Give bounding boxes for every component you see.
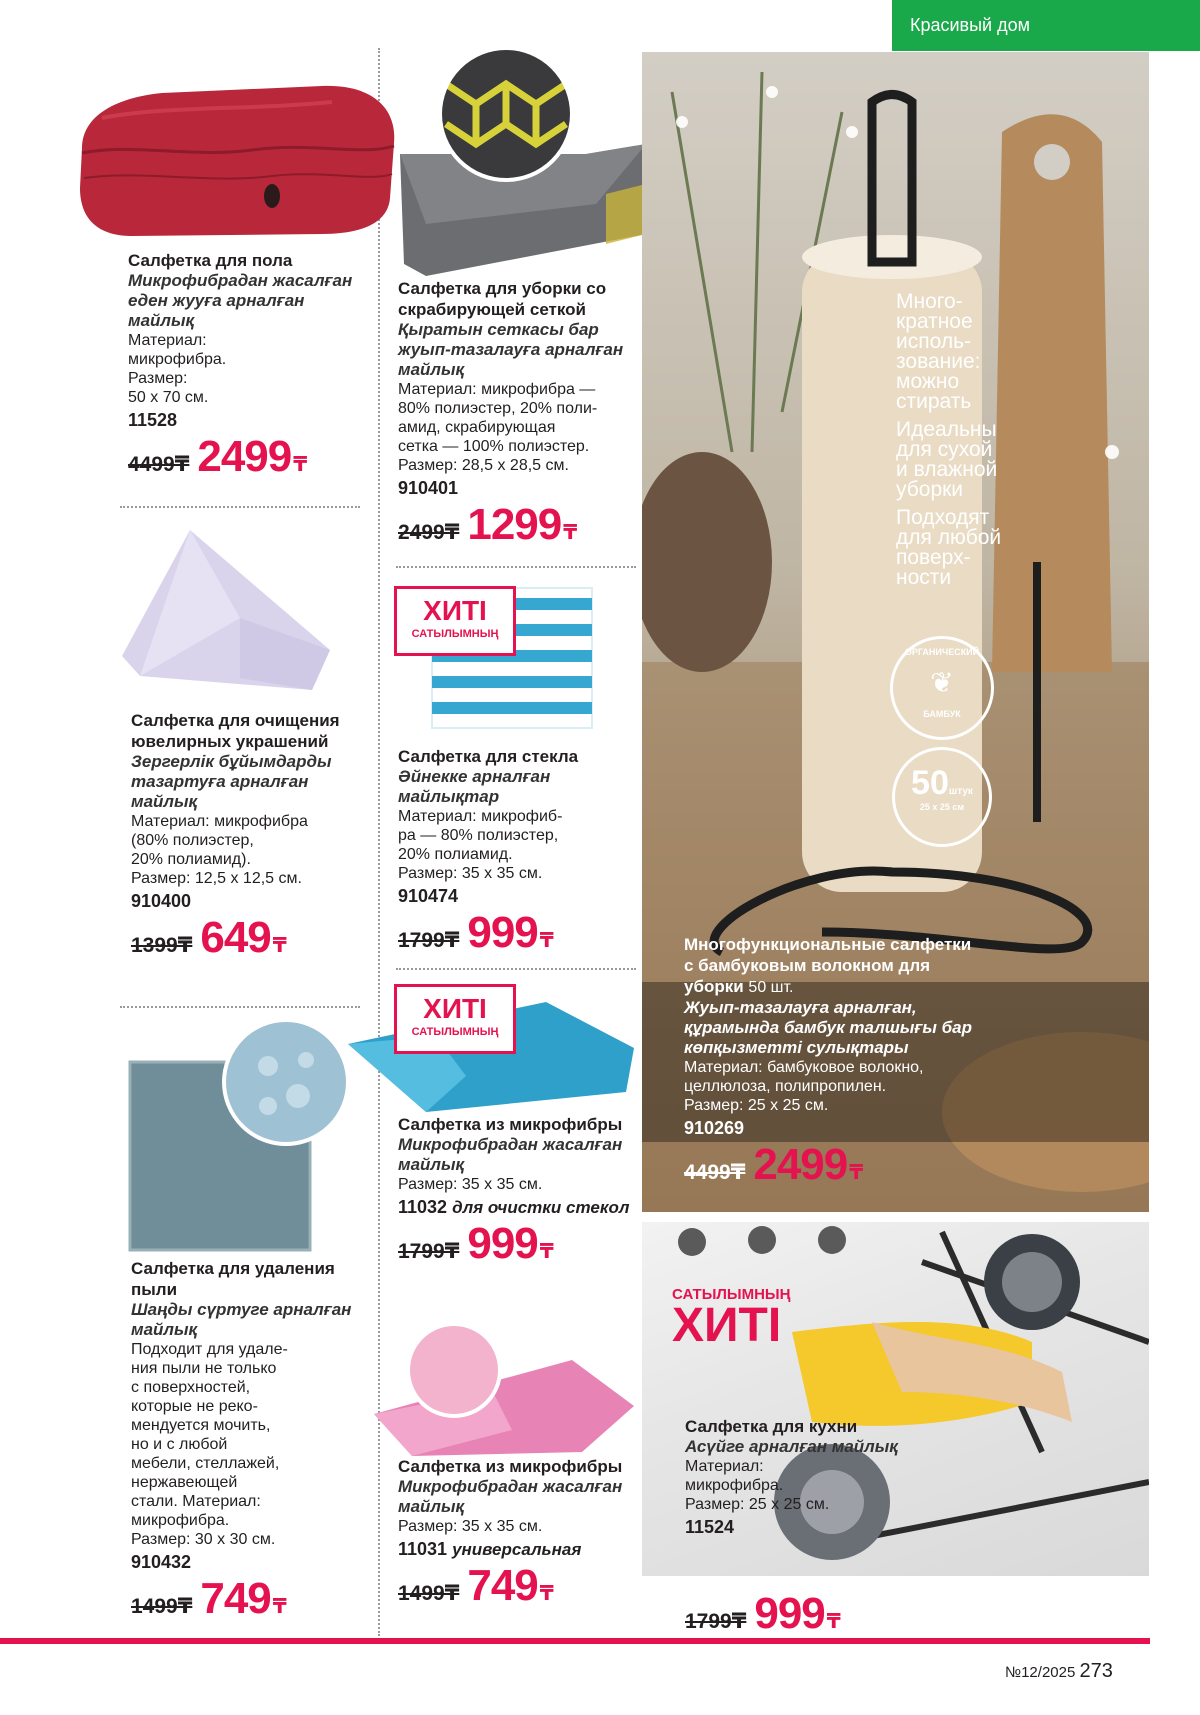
new-price: 999: [467, 908, 538, 957]
old-price: 1799₸: [685, 1610, 747, 1633]
currency-sign: ₸: [826, 1611, 841, 1633]
count-size: 25 х 25 см: [919, 802, 965, 812]
product-kitchen-cloth: [685, 1416, 915, 1538]
product-dust-cloth: [131, 1258, 371, 1623]
product-microfiber-glass: [398, 1114, 638, 1268]
product-code-note: для очистки стекол: [452, 1198, 630, 1217]
product-title-kz: Шаңды сүртуге арналған майлық: [131, 1300, 352, 1339]
price-row: [685, 1589, 841, 1638]
product-code: 910401: [398, 478, 459, 498]
product-desc: Материал: микрофибра (80% полиэстер, 20% полиамид). Размер: 12,5 х 12,5 см.: [131, 813, 308, 887]
product-unit: 50 шт.: [748, 979, 794, 996]
count-number: 50: [911, 764, 949, 802]
product-code: 910400: [131, 891, 192, 911]
currency-sign: ₸: [539, 1241, 554, 1263]
product-code: 11528: [128, 410, 178, 430]
product-title: Многофункциональные салфетки с бамбуковым волокном для уборки 50 шт.: [684, 935, 972, 996]
product-desc: Материал: микрофиб- ра — 80% полиэстер, 20% полиамид. Размер: 35 х 35 см.: [398, 808, 563, 882]
price-row: [131, 1574, 371, 1623]
old-price: 1799₸: [398, 1240, 460, 1263]
product-title: Салфетка для очищения ювелирных украшений: [131, 711, 340, 751]
section-tab: Красивый дом: [892, 0, 1200, 51]
product-bamboo-towels: [684, 934, 984, 1189]
red-floor-towel-image: [72, 58, 402, 238]
new-price: 1299: [467, 500, 562, 549]
price-row: [398, 908, 638, 957]
product-title: Салфетка из микрофибры: [398, 1115, 623, 1134]
bestseller-badge: ХИТІ САТЫЛЫМНЫҢ: [394, 984, 516, 1054]
kitchen-cloth-photo: [642, 1222, 1149, 1576]
jewelry-cloth-image: [120, 528, 340, 698]
product-title: Салфетка для кухни: [685, 1417, 858, 1436]
new-price: 2499: [197, 432, 292, 481]
product-code: 910474: [398, 886, 459, 906]
product-desc: Материал: микрофибра. Размер: 50 х 70 см.: [128, 332, 227, 406]
product-code: 910432: [131, 1552, 192, 1572]
product-title-kz: Микрофибрадан жасалған майлық: [398, 1477, 623, 1516]
product-title: Салфетка для удаления пыли: [131, 1259, 335, 1299]
price-row: [684, 1140, 984, 1189]
row-divider: [120, 506, 360, 508]
currency-sign: ₸: [272, 1596, 287, 1618]
currency-sign: ₸: [849, 1162, 864, 1184]
count-unit: штук: [948, 786, 973, 797]
currency-sign: ₸: [293, 454, 308, 476]
product-desc: Материал: микрофибра. Размер: 25 х 25 см.: [685, 1458, 830, 1513]
product-desc: Размер: 35 х 35 см.: [398, 1518, 543, 1535]
row-divider: [120, 1006, 360, 1008]
product-title-kz: Зергерлік бұйымдарды тазартуға арналған майлық: [131, 752, 332, 811]
organic-bamboo-seal: ОРГАНИЧЕСКИЙ ❦ БАМБУК: [890, 636, 994, 740]
price-row: [398, 1219, 638, 1268]
price-row: [398, 500, 646, 549]
product-title: Салфетка из микрофибры: [398, 1457, 623, 1476]
old-price: 1799₸: [398, 929, 460, 952]
dust-cloth-image: [128, 1016, 358, 1252]
price-row: [398, 1561, 638, 1610]
bamboo-icon: ❦: [930, 667, 954, 698]
page-number-value: 273: [1079, 1660, 1113, 1682]
currency-sign: ₸: [539, 930, 554, 952]
product-title-kz: Асүйге арналған майлық: [685, 1437, 898, 1456]
product-code-note: универсальная: [452, 1540, 582, 1559]
bamboo-towels-photo: [642, 52, 1149, 1212]
new-price: 999: [754, 1589, 825, 1638]
product-desc: Размер: 35 х 35 см.: [398, 1176, 543, 1193]
page-number: [1005, 1660, 1113, 1683]
product-title-kz: Қыратын сеткасы бар жуып-тазалауға арналған майлық: [398, 320, 624, 379]
price-row: [131, 913, 375, 962]
product-code: 910269: [684, 1118, 745, 1138]
product-desc: Материал: микрофибра — 80% полиэстер, 20% поли- амид, скрабирующая сетка — 100% полиэстер. Размер: 28,5 х 28,5 см.: [398, 381, 598, 474]
product-code: 11524: [685, 1517, 735, 1537]
scrub-cloth-image: [396, 44, 666, 284]
bamboo-features: Много- кратное исполь- зование: можно стирать Идеальны для сухой и влажной уборки Подходят для любой поверх- ности: [896, 290, 1002, 589]
new-price: 749: [467, 1561, 538, 1610]
currency-sign: ₸: [272, 935, 287, 957]
new-price: 2499: [753, 1140, 848, 1189]
product-title: Салфетка для пола: [128, 251, 293, 270]
product-scrub-cloth: [398, 278, 646, 549]
old-price: 1399₸: [131, 934, 193, 957]
product-code: 11032 для очистки стекол: [398, 1197, 630, 1217]
old-price: 1499₸: [398, 1582, 460, 1605]
product-title: Салфетка для стекла: [398, 747, 579, 766]
product-desc: Материал: бамбуковое волокно, целлюлоза, полипропилен. Размер: 25 х 25 см.: [684, 1059, 924, 1114]
price-row: [128, 432, 368, 481]
footer-rule: [0, 1638, 1150, 1644]
product-title: Салфетка для уборки со скрабирующей сеткой: [398, 279, 607, 319]
kitchen-bestseller-mark: САТЫЛЫМНЫҢ ХИТІ: [672, 1286, 791, 1352]
product-jewelry-cloth: [131, 710, 375, 962]
product-code: 11031 универсальная: [398, 1539, 582, 1559]
product-desc: Подходит для удале- ния пыли не только с поверхностей, которые не реко- мендуется мочить, но и с любой мебели, стеллажей, нержавеющей стали. Материал: микрофибра. Размер: 30 х 30 см.: [131, 1341, 288, 1548]
product-glass-cloth: [398, 746, 638, 957]
product-title-kz: Әйнекке арналған майлықтар: [398, 767, 551, 806]
issue-number: №12/2025: [1005, 1664, 1076, 1681]
pink-microfiber-cloth-image: [372, 1320, 642, 1460]
old-price: 1499₸: [131, 1595, 193, 1618]
row-divider: [396, 566, 636, 568]
currency-sign: ₸: [563, 522, 578, 544]
old-price: 4499₸: [684, 1161, 746, 1184]
new-price: 999: [467, 1219, 538, 1268]
product-floor-cloth: [128, 250, 368, 481]
new-price: 749: [200, 1574, 271, 1623]
currency-sign: ₸: [539, 1583, 554, 1605]
product-title-kz: Микрофибрадан жасалған майлық: [398, 1135, 623, 1174]
new-price: 649: [200, 913, 271, 962]
product-microfiber-universal: [398, 1456, 638, 1610]
bestseller-badge: ХИТІ САТЫЛЫМНЫҢ: [394, 586, 516, 656]
product-title-kz: Жуып-тазалауға арналған, құрамында бамбук талшығы бар көпқызметті сулықтары: [684, 998, 972, 1057]
count-badge: [892, 747, 992, 847]
product-title-kz: Микрофибрадан жасалған еден жууға арналған майлық: [128, 271, 353, 330]
old-price: 4499₸: [128, 453, 190, 476]
old-price: 2499₸: [398, 521, 460, 544]
row-divider: [396, 968, 636, 970]
